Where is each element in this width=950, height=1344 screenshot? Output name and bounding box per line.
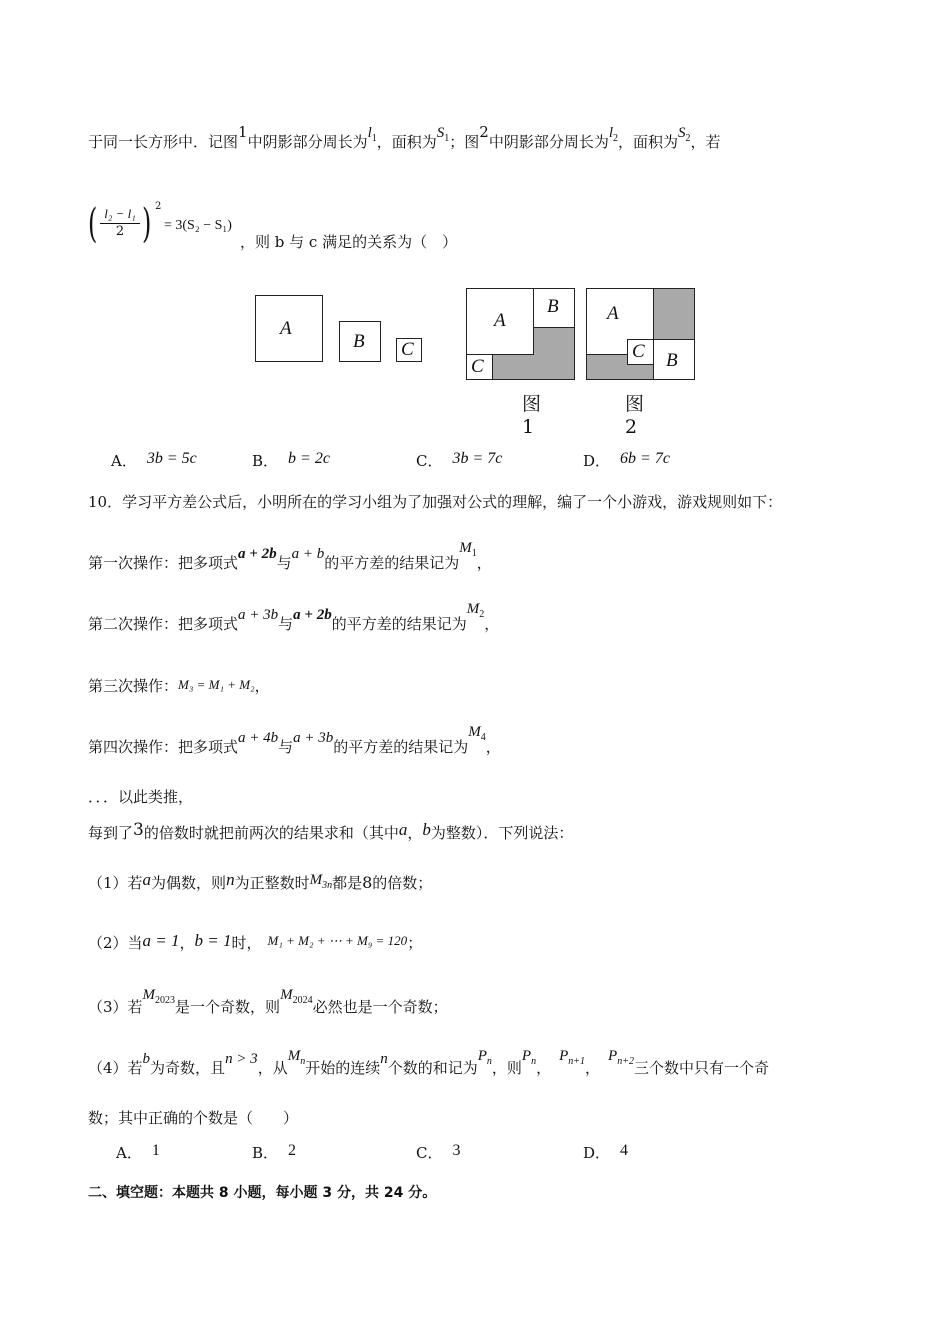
figure-1-label-b: B — [547, 296, 559, 317]
s2-symbol: $S_2$ — [678, 125, 691, 144]
label-c: C — [401, 339, 414, 360]
figure-2-label-c: C — [632, 341, 645, 362]
q10-op1: 第一次操作：把多项式a + 2b与a + b的平方差的结果记为$M_1$， — [88, 540, 492, 572]
q9-option-c[interactable]: C． 3b = 7c — [416, 450, 503, 470]
q10-op3: 第三次操作：M₃ = M₁ + M₂， — [88, 677, 270, 695]
exponent: 2 — [155, 201, 162, 212]
fraction-numerator: l₂ − l₁ — [100, 206, 140, 224]
figure-1-shade-right — [533, 327, 574, 355]
text: ，面积为 — [376, 133, 437, 151]
figure-1-shade-bottom — [492, 354, 574, 379]
figure-2-label-a: A — [607, 303, 619, 324]
q10-rule: 每到了3的倍数时就把前两次的结果求和（其中a，b为整数）．下列说法： — [88, 820, 574, 842]
s1-symbol: $S_1$ — [436, 125, 450, 144]
q9-option-d[interactable]: D． 6b = 7c — [583, 450, 670, 470]
q10-statement-4-cont: 数；其中正确的个数是（ ） — [88, 1109, 299, 1127]
q10-option-b[interactable]: B． 2 — [252, 1142, 297, 1162]
l2-symbol: $l_2$ — [608, 125, 619, 144]
q10-etc: ．．．以此类推， — [88, 788, 194, 806]
figure-1-label-c: C — [471, 356, 484, 377]
q10-op2: 第二次操作：把多项式a + 3b与a + 2b的平方差的结果记为$M_2$， — [88, 601, 500, 633]
q10-option-d[interactable]: D． 4 — [583, 1142, 629, 1162]
text: 中阴影部分周长为 — [247, 133, 368, 151]
label-b: B — [353, 331, 365, 352]
q10-option-c[interactable]: C． 3 — [416, 1142, 461, 1162]
q9-option-b[interactable]: B． b = 2c — [252, 450, 330, 470]
figure-number: 1 — [238, 123, 248, 141]
figure-2-label-b: B — [666, 350, 678, 371]
text: ，面积为 — [618, 133, 679, 151]
figure-2-caption: 图2 — [625, 393, 645, 438]
text: ，若 — [690, 133, 721, 151]
figure-1-caption: 图1 — [522, 393, 542, 438]
formula-rhs: = 3(S₂ − S₁) — [164, 218, 232, 233]
q10-statement-1: （1）若a为偶数，则n为正整数时$M_{3n}$都是8的倍数； — [88, 870, 433, 892]
q10-statement-3: （3）若$M_{2023}$是一个奇数，则$M_{2024}$必然也是一个奇数； — [88, 987, 448, 1016]
l1-symbol: $l_1$ — [367, 125, 377, 144]
figure-number: 2 — [479, 123, 489, 141]
q9-line1 — [88, 123, 721, 155]
figure-2-shade-right — [653, 289, 694, 340]
figure-1-label-a: A — [494, 310, 506, 331]
section-2-heading: 二、填空题：本题共 8 小题，每小题 3 分，共 24 分。 — [88, 1185, 437, 1201]
q10-intro: 10．学习平方差公式后，小明所在的学习小组为了加强对公式的理解，编了一个小游戏，游戏规则如下： — [88, 493, 783, 511]
q10-op4: 第四次操作：把多项式a + 4b与a + 3b的平方差的结果记为$M_4$， — [88, 724, 501, 756]
text: ；图 — [449, 133, 480, 151]
label-a: A — [280, 318, 292, 339]
text: 于同一长方形中．记图 — [88, 133, 239, 151]
q9-option-a[interactable]: A． 3b = 5c — [111, 450, 197, 470]
q10-option-a[interactable]: A． 1 — [116, 1142, 160, 1162]
q10-statement-2: （2）当a = 1，b = 1时， M₁ + M₂ + ⋯ + M₉ = 120； — [88, 931, 423, 952]
q10-statement-4: （4）若b为奇数，且n > 3，从$M_n$开始的连续n个数的和记为$P_n$，则$P_n$，$P_{n+1}$，$P_{n+2}$三个数中只有一个奇 — [88, 1048, 769, 1077]
q9-line2-text: ，则 b 与 c 满足的关系为（ ） — [240, 233, 458, 251]
text: 中阴影部分周长为 — [488, 133, 609, 151]
fraction-denominator: 2 — [115, 224, 125, 239]
